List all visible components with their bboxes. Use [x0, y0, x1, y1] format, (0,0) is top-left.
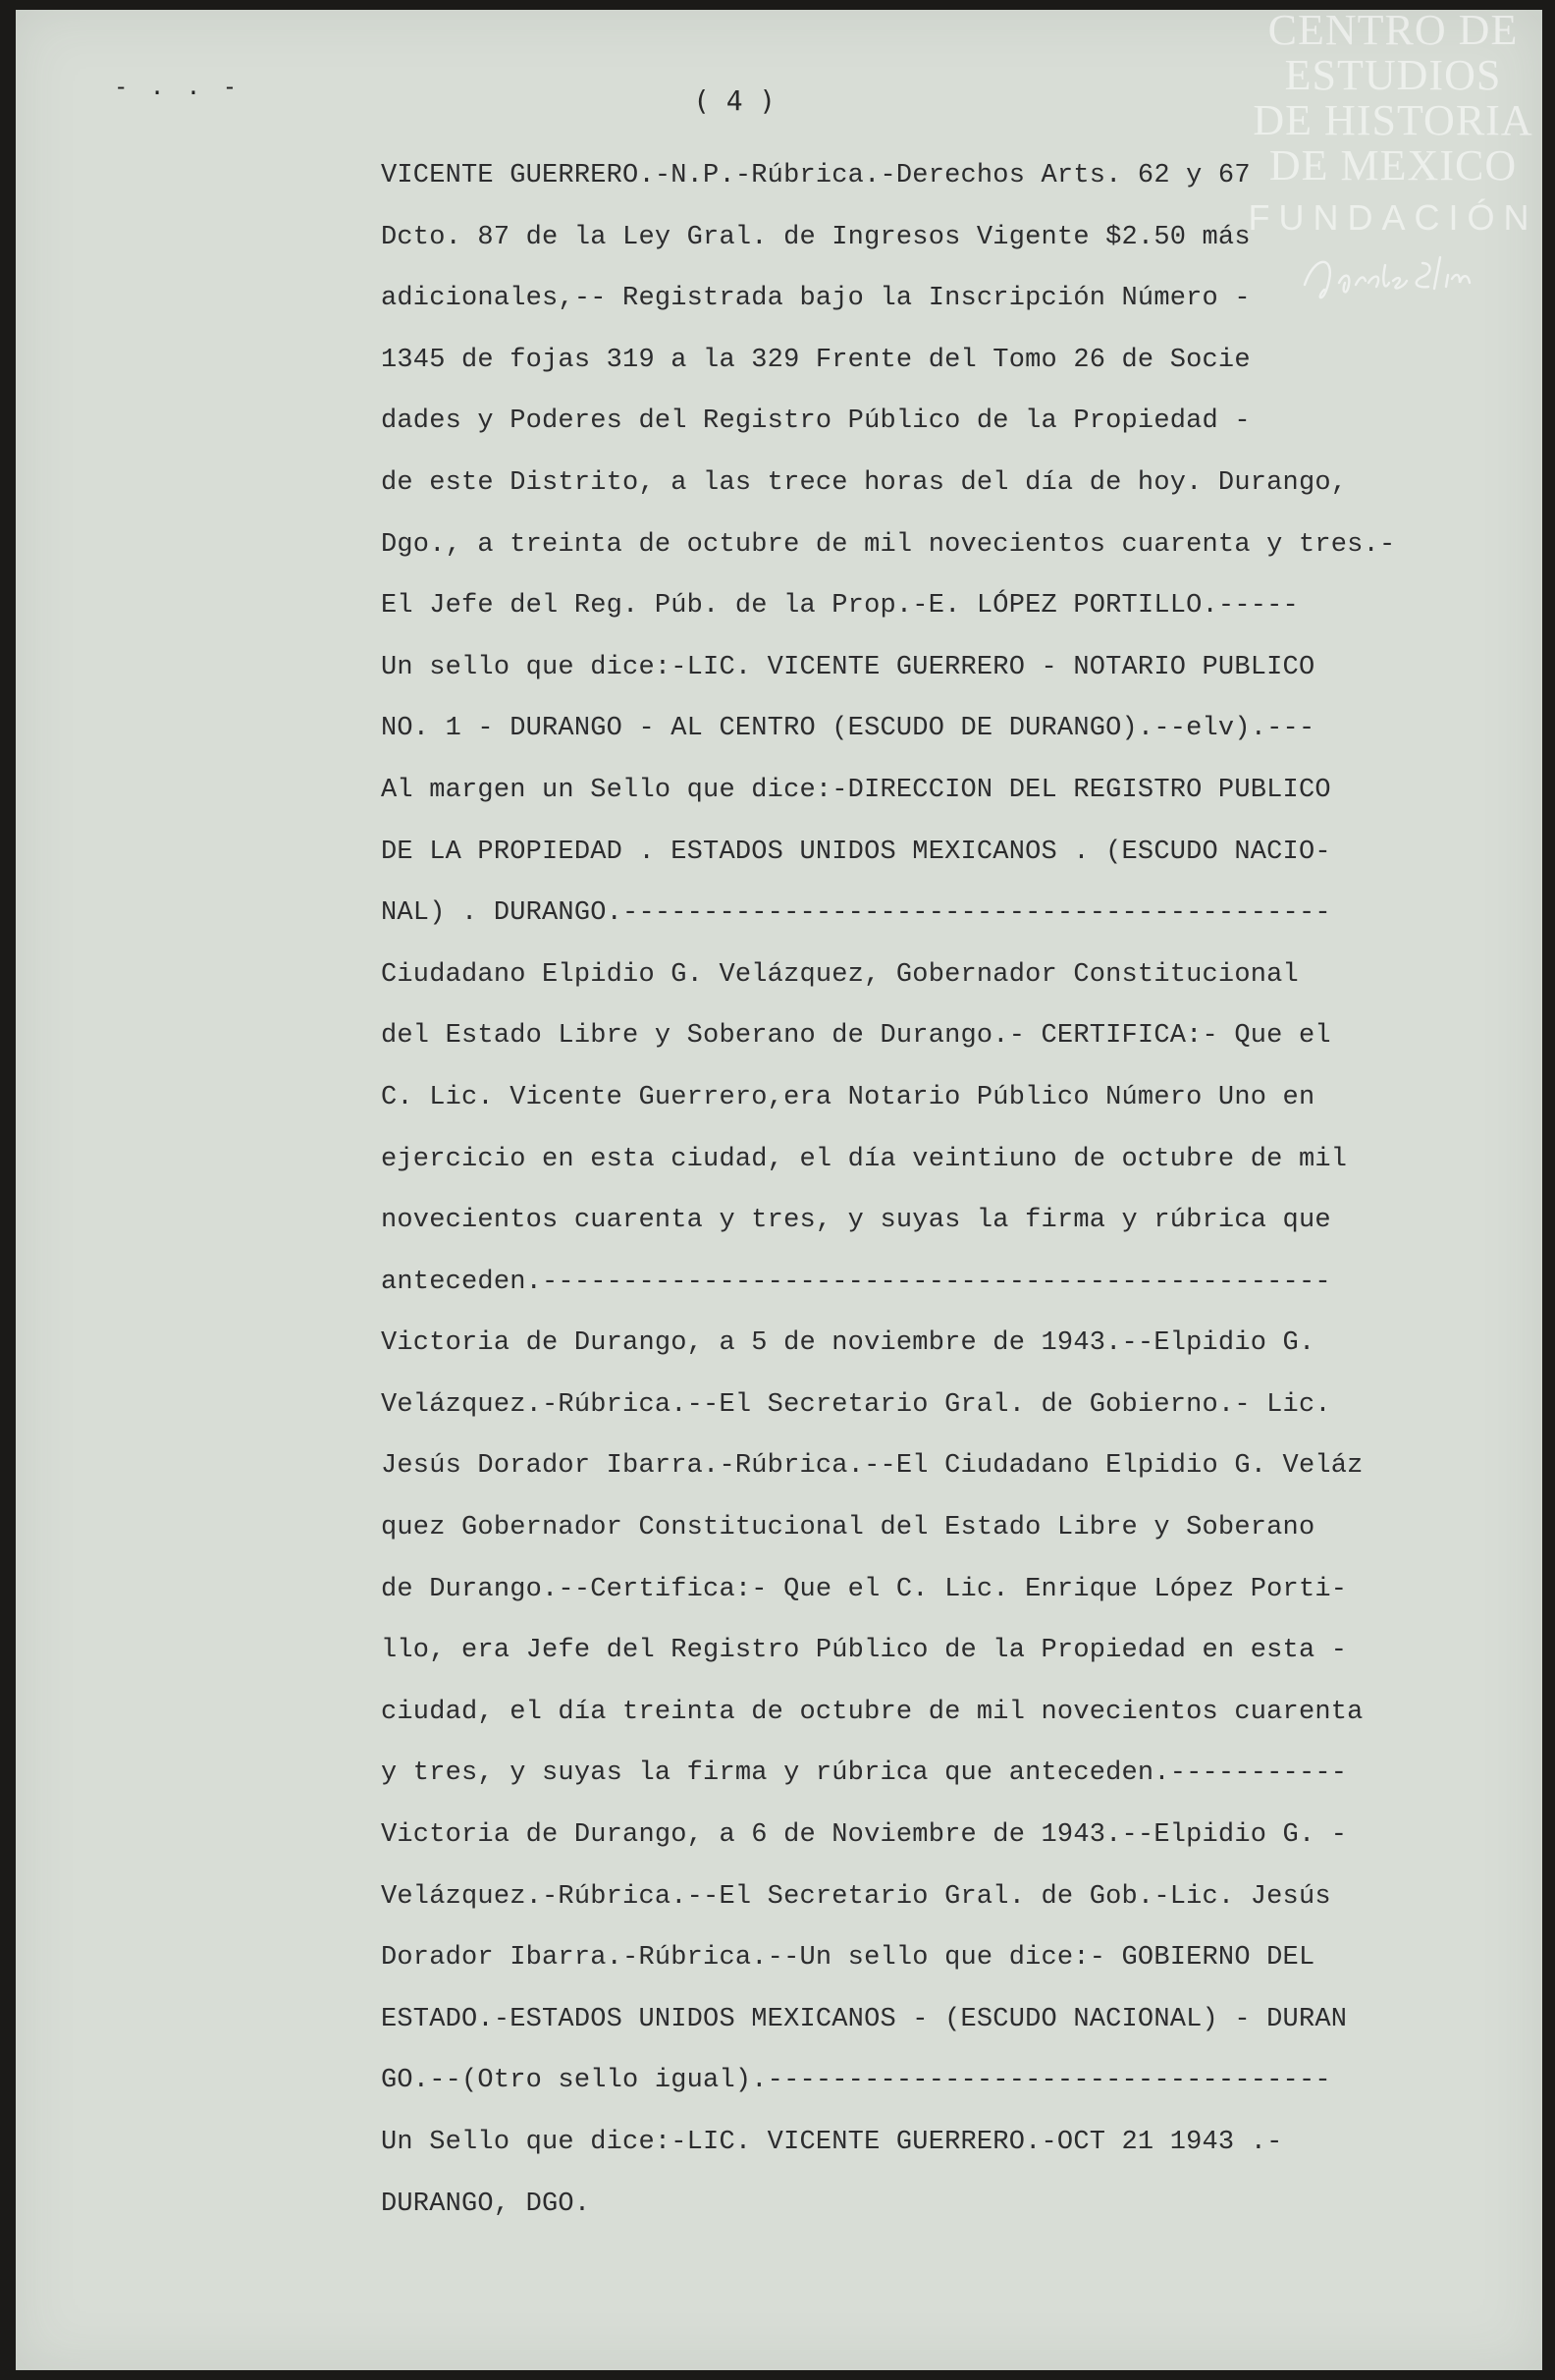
- document-body: [381, 145, 1529, 2235]
- text-line: GO.--(Otro sello igual).-----------------------------------: [381, 2066, 1331, 2096]
- corner-mark: - . . -: [114, 73, 241, 100]
- text-line: Al margen un Sello que dice:-DIRECCION DEL REGISTRO PUBLICO: [381, 775, 1331, 805]
- text-line: NAL) . DURANGO.--------------------------------------------: [381, 898, 1331, 929]
- text-line: Dgo., a treinta de octubre de mil novecientos cuarenta y tres.-: [381, 529, 1396, 560]
- text-line: Victoria de Durango, a 5 de noviembre de 1943.--Elpidio G.: [381, 1328, 1315, 1359]
- text-line: 1345 de fojas 319 a la 329 Frente del Tomo 26 de Socie: [381, 345, 1251, 375]
- text-line: anteceden.-------------------------------------------------: [381, 1267, 1331, 1297]
- text-line: de este Distrito, a las trece horas del día de hoy. Durango,: [381, 467, 1348, 498]
- text-line: El Jefe del Reg. Púb. de la Prop.-E. LÓPEZ PORTILLO.-----: [381, 591, 1299, 622]
- text-line: Un Sello que dice:-LIC. VICENTE GUERRERO.-OCT 21 1943 .-: [381, 2128, 1283, 2157]
- text-line: dades y Poderes del Registro Público de la Propiedad -: [381, 406, 1251, 437]
- text-line: del Estado Libre y Soberano de Durango.- CERTIFICA:- Que el: [381, 1021, 1331, 1052]
- page-number: ( 4 ): [693, 84, 777, 117]
- text-line: Jesús Dorador Ibarra.-Rúbrica.--El Ciudadano Elpidio G. Veláz: [381, 1451, 1364, 1482]
- text-line: ciudad, el día treinta de octubre de mil novecientos cuarenta: [381, 1697, 1364, 1727]
- archive-watermark: [1241, 8, 1545, 304]
- text-line: quez Gobernador Constitucional del Estado Libre y Soberano: [381, 1513, 1315, 1543]
- watermark-line: DE HISTORIA: [1253, 96, 1533, 144]
- text-line: DE LA PROPIEDAD . ESTADOS UNIDOS MEXICANOS . (ESCUDO NACIO-: [381, 837, 1331, 867]
- text-line: ESTADO.-ESTADOS UNIDOS MEXICANOS - (ESCUDO NACIONAL) - DURAN: [381, 2004, 1348, 2034]
- text-line: Victoria de Durango, a 6 de Noviembre de 1943.--Elpidio G. -: [381, 1820, 1348, 1851]
- text-line: NO. 1 - DURANGO - AL CENTRO (ESCUDO DE DURANGO).--elv).---: [381, 714, 1315, 744]
- text-line: Dorador Ibarra.-Rúbrica.--Un sello que dice:- GOBIERNO DEL: [381, 1943, 1315, 1974]
- text-line: ejercicio en esta ciudad, el día veintiuno de octubre de mil: [381, 1144, 1348, 1174]
- text-line: DURANGO, DGO.: [381, 2189, 591, 2219]
- watermark-line: CENTRO DE: [1267, 6, 1519, 54]
- document-page: [16, 10, 1542, 2370]
- text-line: VICENTE GUERRERO.-N.P.-Rúbrica.-Derechos Arts. 62 y 67: [381, 161, 1251, 190]
- text-line: novecientos cuarenta y tres, y suyas la firma y rúbrica que: [381, 1206, 1331, 1236]
- watermark-line: DE MEXICO: [1268, 141, 1518, 189]
- text-line: C. Lic. Vicente Guerrero,era Notario Público Número Uno en: [381, 1082, 1315, 1112]
- text-line: Dcto. 87 de la Ley Gral. de Ingresos Vigente $2.50 más: [381, 222, 1251, 252]
- text-line: de Durango.--Certifica:- Que el C. Lic. Enrique López Porti-: [381, 1574, 1348, 1604]
- text-line: Velázquez.-Rúbrica.--El Secretario Gral. de Gob.-Lic. Jesús: [381, 1881, 1331, 1912]
- signature-logo: [1295, 245, 1491, 304]
- text-line: Velázquez.-Rúbrica.--El Secretario Gral. de Gobierno.- Lic.: [381, 1389, 1331, 1420]
- text-line: Ciudadano Elpidio G. Velázquez, Gobernador Constitucional: [381, 959, 1299, 990]
- watermark-foundation: FUNDACIÓN: [1248, 197, 1538, 238]
- text-line: Un sello que dice:-LIC. VICENTE GUERRERO - NOTARIO PUBLICO: [381, 652, 1315, 682]
- text-line: adicionales,-- Registrada bajo la Inscripción Número -: [381, 284, 1251, 314]
- watermark-line: ESTUDIOS: [1284, 51, 1502, 99]
- text-line: llo, era Jefe del Registro Público de la Propiedad en esta -: [381, 1636, 1348, 1666]
- text-line: y tres, y suyas la firma y rúbrica que anteceden.-----------: [381, 1758, 1348, 1789]
